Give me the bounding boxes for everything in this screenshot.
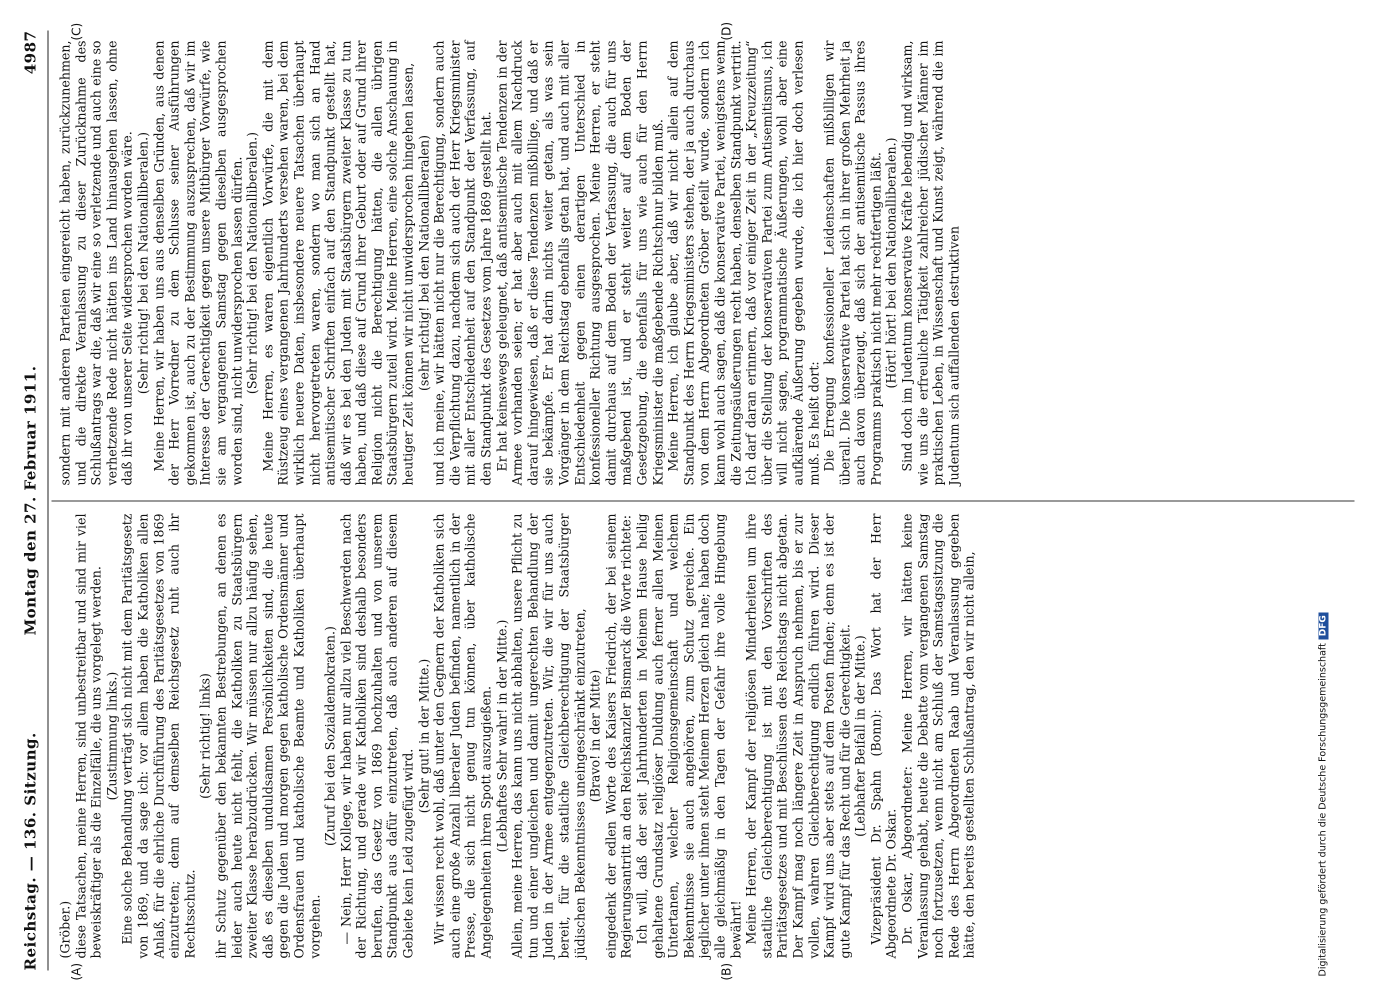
- header-session: Reichstag. — 136. Sitzung.: [21, 732, 40, 971]
- document-page: [0, 1, 1383, 1001]
- column-divider: [52, 501, 1355, 502]
- paragraph: Meine Herren, ich glaube aber, daß wir nicht allein auf dem Standpunkt des Herrn Kriegsministers stehen, der ja auch durchaus von dem Herrn Abgeordneten Gröber geteilt wurde, sondern ich kann wohl auch sagen, daß die konservative Partei, wenigstens wenn die Zeitungsäußerungen recht haben, denselben Standpunkt vertritt. Ich darf daran erinnern, daß vor einiger Zeit in der „Kreuzzeitung“ über die Stellung der konservativen Partei zum Antisemitismus, ich will nicht sagen, programmatische Äußerungen, wohl aber eine aufklärende Äußerung gegeben wurde, die ich hier doch verlesen muß. Es heißt dort:: [665, 40, 821, 486]
- dfg-attribution: [1318, 612, 1329, 976]
- interjection: (Lebhafter Beifall in der Mitte.): [852, 635, 868, 837]
- interjection: (Lebhaftes Sehr wahr! in der Mitte.): [494, 619, 510, 853]
- page-header: [22, 31, 48, 971]
- interjection: (Sehr richtig! links): [197, 673, 213, 799]
- paragraph: sondern mit anderen Parteien eingereicht haben, zurückzunehmen, und die direkte Veranlassung zu dieser Zurücknahme des Schlußantrags war die, daß wir eine so verletzende und auch eine so verhetzende Rede nicht hätten ins Land hinausgehen lassen, ohne daß ihr von unserer Seite widersprochen worden wäre.: [57, 40, 135, 486]
- paragraph: Allein, meine Herren, das kann uns nicht abhalten, unsere Pflicht zu tun und einer ungleichen und damit ungerechten Behandlung der Juden in der Armee entgegenzutreten. Wir, die wir für uns auch bereit, für die staatliche Gleichberechtigung der Staatsbürger jüdischen Bekenntnisses uneingeschränkt einzutreten,: [509, 513, 588, 959]
- interjection: (Sehr gut! in der Mitte.): [416, 658, 432, 814]
- interjection: (sehr richtig! bei den Nationalliberalen): [416, 135, 432, 392]
- dfg-logo: DFG: [1319, 612, 1329, 639]
- right-text-column: [58, 41, 962, 486]
- interjection: (Zustimmung links.): [104, 671, 120, 801]
- paragraph: (Gröber.): [57, 900, 73, 959]
- paragraph: diese Tatsachen, meine Herren, sind unbestreitbar und sind mir viel beweiskräftiger als die Einzelfälle, die uns vorgelegt werden.: [73, 513, 104, 959]
- interjection: (Bravo! in der Mitte): [587, 669, 603, 803]
- margin-marker-b: (B): [719, 962, 734, 981]
- paragraph: Wir wissen recht wohl, daß unter den Gegnern der Katholiken sich auch eine große Anzahl liberaler Juden befinden, namentlich in der Presse, die sich nicht genug tun können, über katholische Angelegenheiten ihren Spott auszugießen.: [431, 513, 494, 959]
- paragraph: ihr Schutz gegenüber den bekannten Bestrebungen, an denen es leider auch heute nicht fehlt, die Katholiken zu Staatsbürgern zweiter Klasse herabzudrücken. Wir müssen nur allzu häufig sehen, daß es dieselben unduldsamen Persönlichkeiten sind, die heute gegen die Juden und morgen gegen katholische Ordensmänner und Ordensfrauen und katholische Beamte und Katholiken überhaupt vorgehen.: [213, 513, 322, 959]
- header-rule: [48, 31, 49, 971]
- interjection: (Zuruf bei den Sozialdemokraten.): [322, 626, 338, 846]
- header-date: Montag den 27. Februar 1911.: [21, 365, 40, 636]
- paragraph: Sind doch im Judentum konservative Kräfte lebendig und wirksam, wie uns die erfreuliche Tätigkeit zahlreicher jüdischer Männer im praktischen Leben, in Wissenschaft und Kunst zeigt, während die im Judentum sich auffallenden destruktiven: [899, 40, 962, 486]
- margin-marker-d: (D): [719, 21, 734, 41]
- margin-marker-a: (A): [69, 962, 84, 981]
- paragraph: — Nein, Herr Kollege, wir haben nur allzu viel Beschwerden nach der Richtung, und gerade wir Katholiken sind deshalb besonders berufen, das Gesetz von 1869 hochzuhalten und von unserem Standpunkt aus dafür einzutreten, daß auch anderen auf diesem Gebiete kein Leid zugefügt wird.: [338, 513, 416, 959]
- interjection: (Sehr richtig! bei den Nationalliberalen.): [244, 131, 260, 395]
- paragraph: und ich meine, wir hätten nicht nur die Berechtigung, sondern auch die Verpflichtung dazu, nachdem sich auch der Herr Kriegsminister mit aller Entschiedenheit auf den Standpunkt der Verfassung, auf den Standpunkt des Gesetzes vom Jahre 1869 gestellt hat.: [431, 40, 494, 486]
- paragraph: Dr. Oskar, Abgeordneter: Meine Herren, wir hätten keine Veranlassung gehabt, heute die Debatte vom vergangenen Samstag noch fortzusetzen, wenn nicht am Schluß der Samstagssitzung die Rede des Herrn Abgeordneten Raab und Veranlassung gegeben hätte, den bereits gestellten Schlußantrag, den wir nicht allein,: [899, 513, 977, 959]
- paragraph: Die Erregung konfessioneller Leidenschaften mißbilligen wir überall. Die konservative Partei hat sich in ihrer großen Mehrheit ja auch davon überzeugt, daß sich der antisemitische Passus ihres Programms praktisch nicht mehr rechtfertigen läßt.: [821, 40, 884, 486]
- paragraph: eingedenk der edlen Worte des Kaisers Friedrich, der bei seinem Regierungsantritt an den Reichskanzler Bismarck die Worte richtete:: [603, 513, 634, 959]
- paragraph: Ich will, daß der seit Jahrhunderten in Meinem Hause heilig gehaltene Grundsatz religiöser Duldung auch ferner allen Meinen Untertanen, welcher Religionsgemeinschaft und welchem Bekenntnisse sie auch angehören, zum Schutz gereiche. Ein jeglicher unter ihnen steht Meinem Herzen gleich nahe; haben doch alle gleichmäßig in den Tagen der Gefahr ihre volle Hingebung bewährt!: [634, 513, 744, 959]
- paragraph: Er hat keineswegs geleugnet, daß antisemitische Tendenzen in der Armee vorhanden seien; er hat aber auch mit allem Nachdruck darauf hingewiesen, daß er diese Tendenzen mißbillige, und daß er sie bekämpfe. Er hat darin nichts weiter getan, als was sein Vorgänger in dem Reichstag ebenfalls getan hat, und auch mit aller Entschiedenheit gegen einen derartigen Unterschied in konfessioneller Richtung ausgesprochen. Meine Herren, er steht damit durchaus auf dem Boden der Verfassung, die auch für uns maßgebend ist, und er steht weiter auf dem Boden der Gesetzgebung, die ebenfalls für uns wie auch für den Herrn Kriegsminister die maßgebende Richtschnur bilden muß.: [494, 40, 666, 486]
- paragraph: Vizepräsident Dr. Spahn (Bonn): Das Wort hat der Herr Abgeordnete Dr. Oskar.: [868, 513, 899, 959]
- interjection: (Hört! hört! bei den Nationalliberalen.): [883, 137, 899, 389]
- margin-marker-c: (C): [69, 22, 84, 41]
- paragraph: Meine Herren, wir haben uns aus denselben Gründen, aus denen der Herr Vorredner zu dem Schlusse seiner Ausführungen gekommen ist, auch zu der Bestimmung auszusprechen, daß wir im Interesse der Gerechtigkeit gegen unsere Mitbürger Vorwürfe, wie sie am vergangenen Samstag gegen dieselben ausgesprochen worden sind, nicht unwidersprochen lassen dürfen.: [151, 40, 245, 486]
- attribution-text: Digitalisierung gefördert durch die Deutsche Forschungsgemeinschaft: [1317, 643, 1329, 977]
- paragraph: Eine solche Behandlung verträgt sich nicht mit dem Paritätsgesetz von 1869, und da sage ich: vor allem haben die Katholiken allen Anlaß, für die ehrliche Durchführung des Paritätsgesetzes von 1869 einzutreten; denn auf demselben Reichsgesetz ruht auch ihr Rechtsschutz.: [119, 513, 198, 959]
- left-text-column: [58, 514, 978, 959]
- interjection: (Sehr richtig! bei den Nationalliberalen.): [135, 131, 151, 395]
- page-number: 4987: [21, 30, 40, 75]
- paragraph: Meine Herren, der Kampf der religiösen Minderheiten um ihre staatliche Gleichberechtigung ist mit den Vorschriften des Paritätsgesetzes und mit Beschlüssen des Reichstags nicht abgetan. Der Kampf mag noch längere Zeit in Anspruch nehmen, bis er zur vollen, wahren Gleichberechtigung endlich führen wird. Dieser Kampf wird uns aber stets auf dem Posten finden; denn es ist der gute Kampf für das Recht und für die Gerechtigkeit.: [743, 513, 853, 959]
- paragraph: Meine Herren, es waren eigentlich Vorwürfe, die mit dem Rüstzeug eines vergangenen Jahrhunderts versehen waren, bei dem wirklich neuere Daten, insbesondere neuere Tatsachen überhaupt nicht hervorgetreten waren, sondern wo man sich an Hand antisemitischer Schriften einfach auf den Standpunkt gestellt hat, daß wir es bei den Juden mit Staatsbürgern zweiter Klasse zu tun haben, und daß diese auf Grund ihrer Geburt oder auf Grund ihrer Religion nicht die Berechtigung hätten, die allen übrigen Staatsbürgern zuteil wird. Meine Herren, eine solche Anschauung in heutiger Zeit können wir nicht unwidersprochen hingehen lassen,: [260, 40, 416, 486]
